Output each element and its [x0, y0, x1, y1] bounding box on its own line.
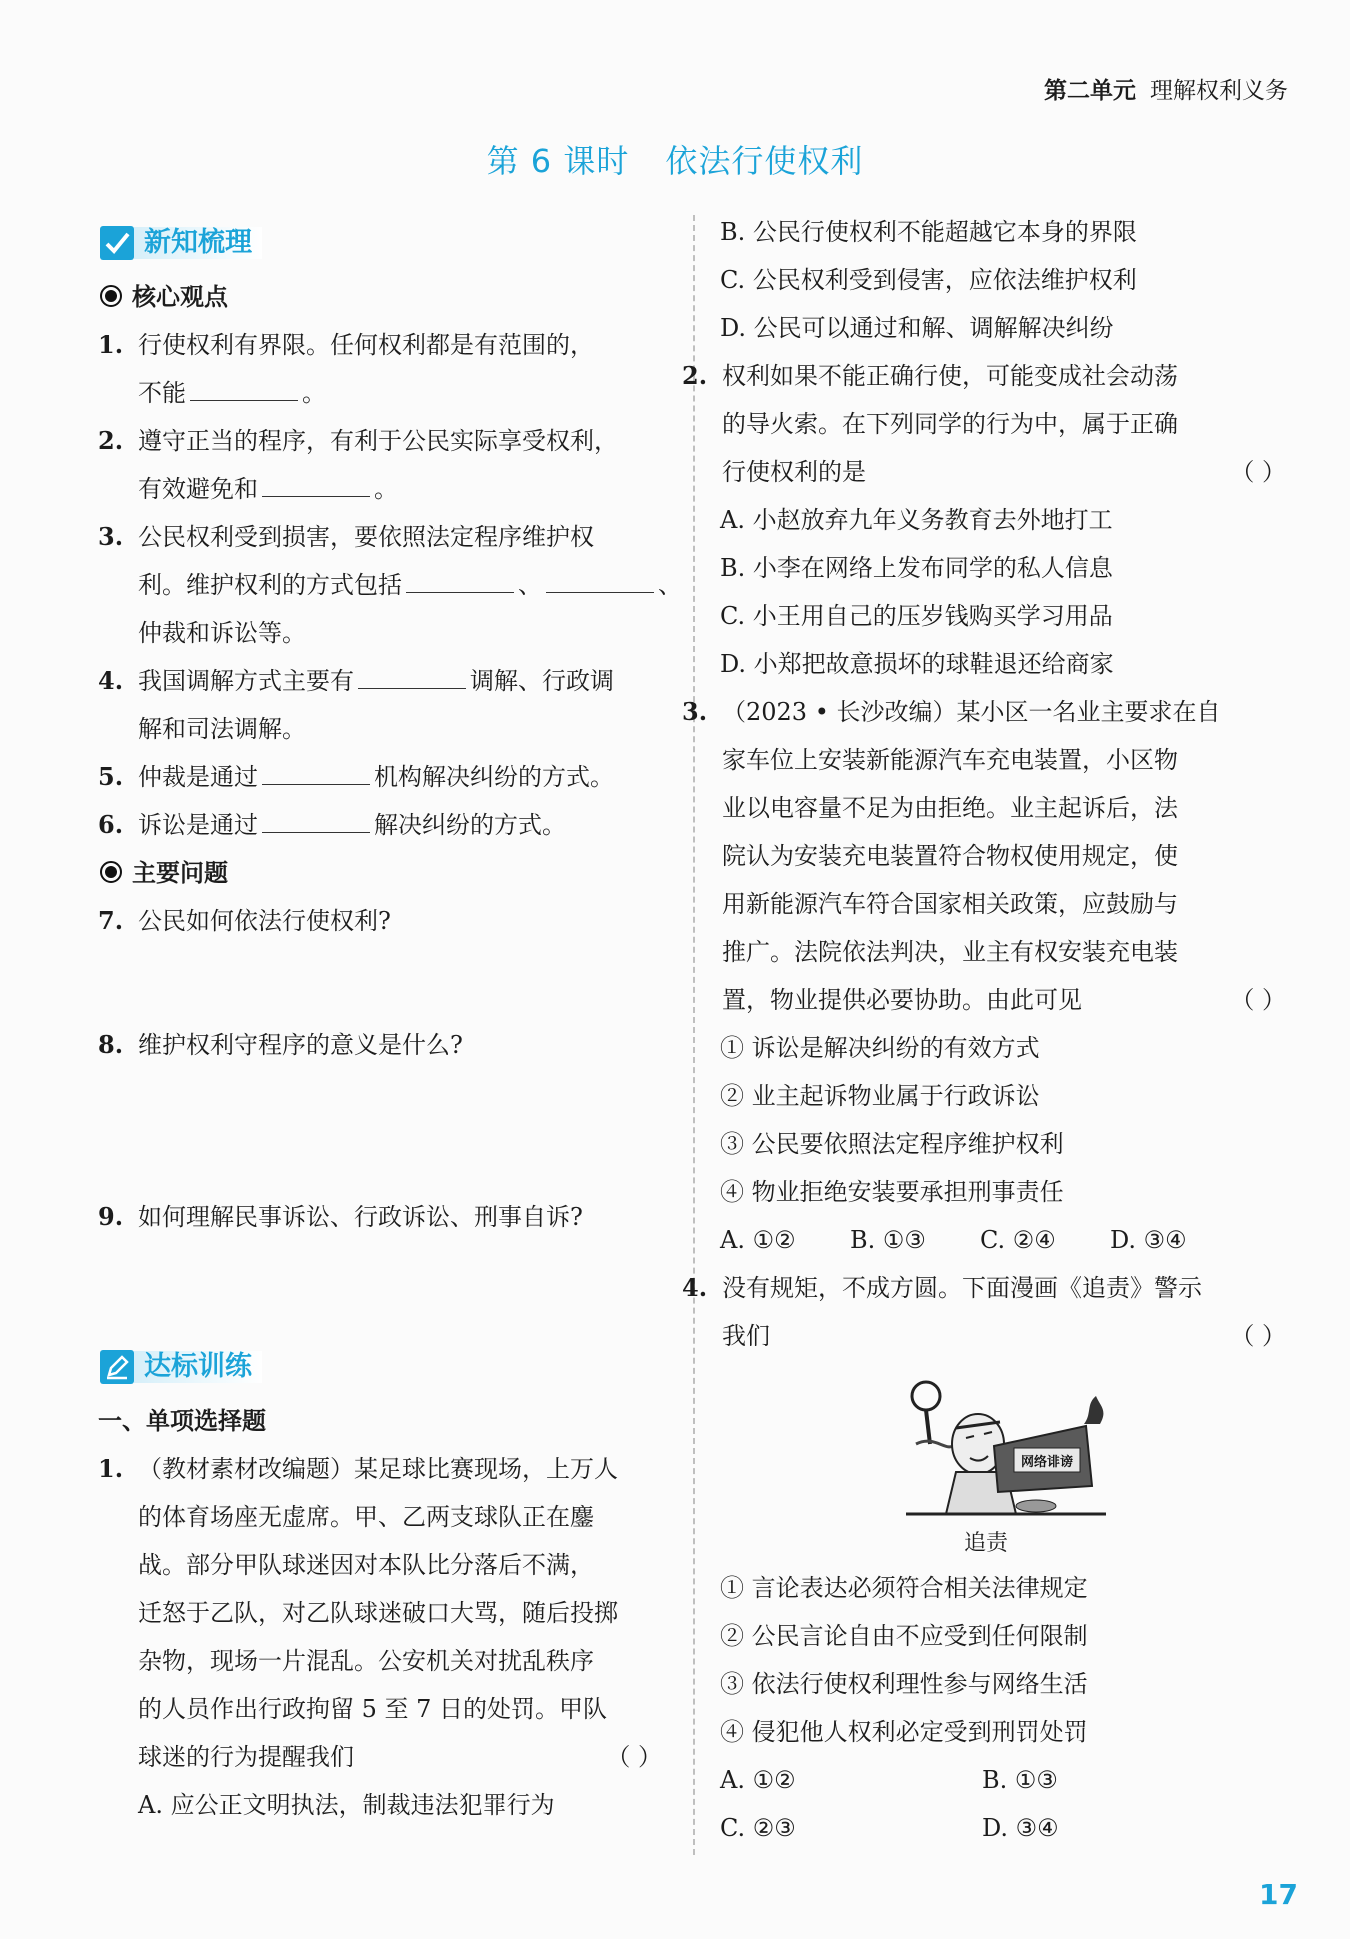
question-line: 的人员作出行政拘留 5 至 7 日的处罚。甲队 — [138, 1695, 608, 1723]
core-item-cont: 仲裁和诉讼等。 — [138, 619, 306, 647]
answer-blank[interactable] — [406, 562, 514, 593]
option-c[interactable]: C. ②③ — [720, 1814, 796, 1842]
question-line: 业以电容量不足为由拒绝。业主起诉后，法 — [722, 794, 1178, 822]
core-item-cont: 利。维护权利的方式包括 、 、 — [98, 561, 668, 609]
section-title: 新知梳理 — [134, 227, 262, 259]
core-item-cont: 有效避免和 。 — [98, 465, 668, 513]
cartoon-image — [720, 1374, 1292, 1524]
question-line: 推广。法院依法判决，业主有权安装充电装 — [722, 938, 1178, 966]
answer-space[interactable] — [98, 1069, 668, 1193]
bullet-icon — [100, 285, 122, 307]
option-line[interactable]: C. 公民权利受到侵害，应依法维护权利 — [720, 266, 1137, 294]
core-item: 6. 诉讼是通过 解决纠纷的方式。 — [98, 801, 668, 849]
option-row — [720, 1804, 1292, 1852]
option-c[interactable]: C. ②④ — [980, 1226, 1056, 1254]
question-line: 的导火索。在下列同学的行为中，属于正确 — [722, 410, 1178, 438]
question-item: 9. 如何理解民事诉讼、行政诉讼、刑事自诉? — [98, 1202, 583, 1231]
core-item-cont: 不能 。 — [98, 369, 668, 417]
option-line[interactable]: B. 小李在网络上发布同学的私人信息 — [720, 554, 1113, 582]
subsection-main-questions: 主要问题 — [98, 849, 668, 897]
question-line: 球迷的行为提醒我们 （ ） — [98, 1733, 668, 1781]
option-line[interactable]: D. 小郑把故意损坏的球鞋退还给商家 — [720, 650, 1114, 678]
statement-line: ② 业主起诉物业属于行政诉讼 — [720, 1082, 1040, 1110]
question-line: 杂物，现场一片混乱。公安机关对扰乱秩序 — [138, 1647, 594, 1675]
page-number: 17 — [1259, 1878, 1298, 1911]
unit-title: 理解权利义务 — [1150, 78, 1288, 104]
core-item: 2. 遵守正当的程序，有利于公民实际享受权利， — [98, 426, 618, 455]
question-line: 3. （2023 • 长沙改编）某小区一名业主要求在自 — [682, 697, 1221, 726]
question-line: 迁怒于乙队，对乙队球迷破口大骂，随后投掷 — [138, 1599, 618, 1627]
option-line[interactable]: B. 公民行使权利不能超越它本身的界限 — [720, 218, 1137, 246]
cartoon-label: 网络诽谤 — [1020, 1455, 1074, 1470]
answer-space[interactable] — [98, 1241, 668, 1339]
option-row — [720, 1756, 1292, 1804]
running-header — [1044, 72, 1288, 105]
question-line: 家车位上安装新能源汽车充电装置，小区物 — [722, 746, 1178, 774]
option-line[interactable]: C. 小王用自己的压岁钱购买学习用品 — [720, 602, 1113, 630]
answer-paren[interactable]: （ ） — [606, 1743, 662, 1771]
question-line: 我们 （ ） — [682, 1312, 1292, 1360]
answer-paren[interactable]: （ ） — [1230, 986, 1286, 1014]
statement-line: ③ 依法行使权利理性参与网络生活 — [720, 1670, 1088, 1698]
statement-line: ① 诉讼是解决纠纷的有效方式 — [720, 1034, 1040, 1062]
option-line[interactable]: A. 小赵放弃九年义务教育去外地打工 — [720, 506, 1113, 534]
statement-line: ④ 侵犯他人权利必定受到刑罚处罚 — [720, 1718, 1088, 1746]
bullet-icon — [100, 861, 122, 883]
question-line: 的体育场座无虚席。甲、乙两支球队正在鏖 — [138, 1503, 594, 1531]
single-choice-heading: 一、单项选择题 — [98, 1407, 266, 1435]
option-line[interactable]: A. 应公正文明执法，制裁违法犯罪行为 — [138, 1791, 555, 1819]
answer-blank[interactable] — [358, 658, 466, 689]
question-line: 1. （教材素材改编题）某足球比赛现场，上万人 — [98, 1454, 618, 1483]
question-line: 院认为安装充电装置符合物权使用规定，使 — [722, 842, 1178, 870]
question-item: 7. 公民如何依法行使权利? — [98, 906, 391, 935]
question-line: 置，物业提供必要协助。由此可见 （ ） — [682, 976, 1292, 1024]
option-d[interactable]: D. ③④ — [982, 1814, 1059, 1842]
unit-label: 第二单元 — [1044, 78, 1136, 104]
option-b[interactable]: B. ①③ — [850, 1226, 926, 1254]
answer-paren[interactable]: （ ） — [1230, 458, 1286, 486]
option-b[interactable]: B. ①③ — [982, 1766, 1058, 1794]
statement-line: ① 言论表达必须符合相关法律规定 — [720, 1574, 1088, 1602]
check-icon — [100, 226, 134, 260]
cartoon-illustration — [886, 1374, 1126, 1524]
pencil-icon — [100, 1350, 134, 1384]
section-title: 达标训练 — [134, 1351, 262, 1383]
question-line: 2. 权利如果不能正确行使，可能变成社会动荡 — [682, 361, 1178, 390]
option-d[interactable]: D. ③④ — [1110, 1226, 1187, 1254]
answer-blank[interactable] — [190, 370, 298, 401]
answer-paren[interactable]: （ ） — [1230, 1322, 1286, 1350]
answer-space[interactable] — [98, 945, 668, 1021]
question-item: 8. 维护权利守程序的意义是什么? — [98, 1030, 463, 1059]
lesson-topic: 依法行使权利 — [665, 142, 864, 180]
cartoon-caption: 追责 — [963, 1531, 1008, 1556]
question-line: 战。部分甲队球迷因对本队比分落后不满， — [138, 1551, 594, 1579]
right-column — [682, 208, 1292, 1852]
option-row — [720, 1216, 1292, 1264]
answer-blank[interactable] — [262, 754, 370, 785]
section-new-knowledge — [100, 215, 668, 271]
section-training — [100, 1339, 668, 1395]
core-item-cont: 解和司法调解。 — [138, 715, 306, 743]
statement-line: ③ 公民要依照法定程序维护权利 — [720, 1130, 1064, 1158]
statement-line: ② 公民言论自由不应受到任何限制 — [720, 1622, 1088, 1650]
option-a[interactable]: A. ①② — [720, 1766, 796, 1794]
option-a[interactable]: A. ①② — [720, 1226, 796, 1254]
core-item: 4. 我国调解方式主要有 调解、行政调 — [98, 657, 668, 705]
question-line: 用新能源汽车符合国家相关政策，应鼓励与 — [722, 890, 1178, 918]
question-line: 4. 没有规矩，不成方圆。下面漫画《追责》警示 — [682, 1273, 1202, 1302]
core-item: 5. 仲裁是通过 机构解决纠纷的方式。 — [98, 753, 668, 801]
answer-blank[interactable] — [262, 466, 370, 497]
answer-blank[interactable] — [546, 562, 654, 593]
left-column — [98, 215, 682, 1829]
option-line[interactable]: D. 公民可以通过和解、调解解决纠纷 — [720, 314, 1114, 342]
subsection-core-views: 核心观点 — [98, 273, 668, 321]
lesson-title — [0, 136, 1350, 182]
lesson-number: 第 6 课时 — [486, 142, 630, 180]
core-item: 1. 行使权利有界限。任何权利都是有范围的， — [98, 330, 594, 359]
core-item: 3. 公民权利受到损害，要依照法定程序维护权 — [98, 522, 594, 551]
question-line: 行使权利的是 （ ） — [682, 448, 1292, 496]
statement-line: ④ 物业拒绝安装要承担刑事责任 — [720, 1178, 1064, 1206]
answer-blank[interactable] — [262, 802, 370, 833]
